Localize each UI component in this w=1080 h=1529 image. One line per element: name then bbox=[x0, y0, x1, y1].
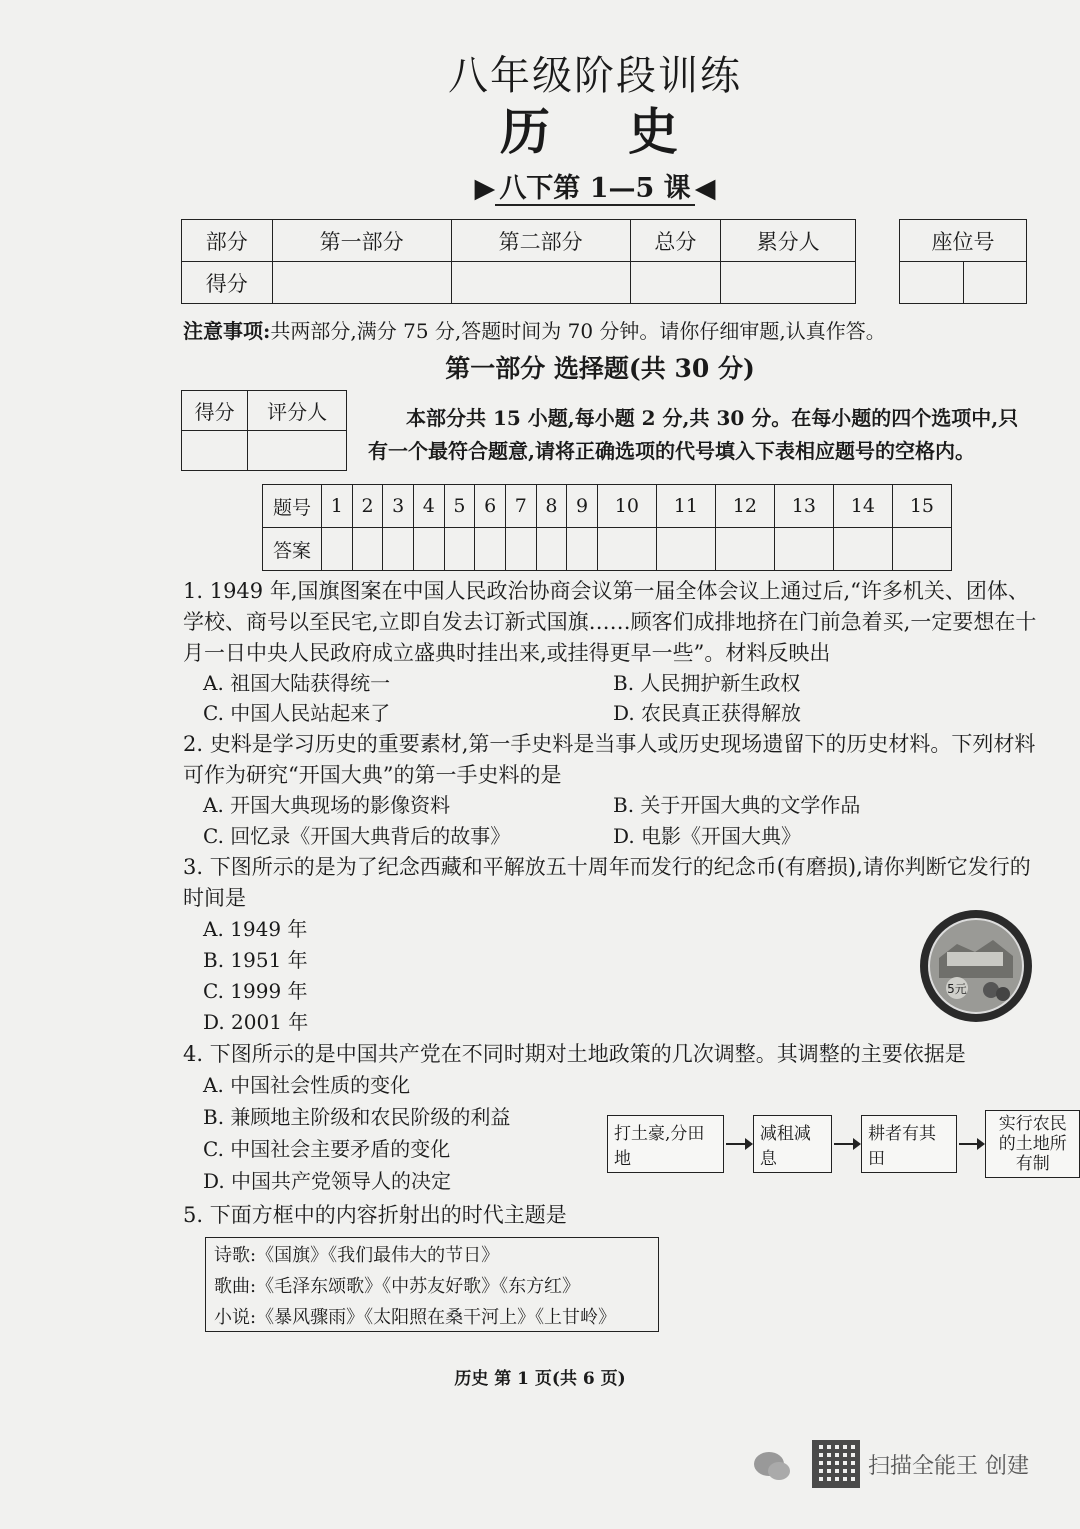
answer-table-qnum: 2 bbox=[352, 485, 383, 528]
q4-option-c[interactable]: C. 中国社会主要矛盾的变化 bbox=[203, 1137, 451, 1161]
answer-cell-7[interactable] bbox=[505, 528, 536, 571]
question-4-stem: 4. 下图所示的是中国共产党在不同时期对土地政策的几次调整。其调整的主要依据是 bbox=[183, 1042, 966, 1066]
page-footer: 历史 第 1 页(共 6 页) bbox=[454, 1369, 626, 1389]
scanner-watermark bbox=[754, 1440, 1029, 1488]
answer-table-qnum: 10 bbox=[597, 485, 656, 528]
answer-table-qnum: 13 bbox=[774, 485, 833, 528]
lit-line-novels: 小说:《暴风骤雨》《太阳照在桑干河上》《上甘岭》 bbox=[214, 1307, 617, 1328]
answer-cell-4[interactable] bbox=[413, 528, 444, 571]
answer-cell-1[interactable] bbox=[322, 528, 353, 571]
seat-label: 座位号 bbox=[900, 220, 1027, 262]
grader-score-cell[interactable] bbox=[182, 431, 248, 471]
grader-score-label: 得分 bbox=[182, 391, 248, 431]
answer-table-qnum: 11 bbox=[656, 485, 715, 528]
answer-table-qnum: 3 bbox=[383, 485, 414, 528]
score-header-part: 部分 bbox=[182, 220, 273, 262]
literature-box bbox=[205, 1237, 659, 1332]
q1-option-d[interactable]: D. 农民真正获得解放 bbox=[613, 701, 802, 725]
score-cell[interactable] bbox=[721, 262, 856, 304]
answer-table-qnum: 1 bbox=[322, 485, 353, 528]
notice-label: 注意事项: bbox=[183, 319, 271, 343]
lesson-range: ▶ 八下第 1—5 课 ◀ bbox=[474, 173, 716, 204]
score-header-part1: 第一部分 bbox=[272, 220, 451, 262]
score-row-label: 得分 bbox=[182, 262, 273, 304]
answer-table-qnum: 9 bbox=[567, 485, 598, 528]
answer-cell-2[interactable] bbox=[352, 528, 383, 571]
answer-cell-8[interactable] bbox=[536, 528, 567, 571]
score-cell[interactable] bbox=[272, 262, 451, 304]
q4-option-d[interactable]: D. 中国共产党领导人的决定 bbox=[203, 1169, 452, 1193]
question-5-stem: 5. 下面方框中的内容折射出的时代主题是 bbox=[183, 1203, 567, 1227]
subject-title: 历史 bbox=[500, 102, 756, 161]
answer-table-qnum: 5 bbox=[444, 485, 475, 528]
score-header-part2: 第二部分 bbox=[451, 220, 630, 262]
wechat-icon bbox=[754, 1452, 784, 1476]
q1-option-c[interactable]: C. 中国人民站起来了 bbox=[203, 701, 391, 725]
answer-cell-15[interactable] bbox=[892, 528, 951, 571]
answer-cell-6[interactable] bbox=[475, 528, 506, 571]
flow-step-2: 减租减息 bbox=[753, 1115, 832, 1173]
q2-option-a[interactable]: A. 开国大典现场的影像资料 bbox=[203, 793, 451, 817]
answer-table-qnum: 6 bbox=[475, 485, 506, 528]
flow-step-3: 耕者有其田 bbox=[861, 1115, 957, 1173]
answer-table-qnum: 15 bbox=[892, 485, 951, 528]
answer-cell-5[interactable] bbox=[444, 528, 475, 571]
grader-name-cell[interactable] bbox=[248, 431, 347, 471]
q3-option-d[interactable]: D. 2001 年 bbox=[203, 1010, 309, 1034]
answer-cell-3[interactable] bbox=[383, 528, 414, 571]
part1-instructions: 本部分共 15 小题,每小题 2 分,共 30 分。在每小题的四个选项中,只有一个最符合题意,请将正确选项的代号填入下表相应题号的空格内。 bbox=[368, 406, 1019, 463]
answer-table-qnum: 14 bbox=[833, 485, 892, 528]
flow-step-4: 实行农民的土地所有制 bbox=[985, 1110, 1080, 1178]
answer-table-qnum: 4 bbox=[413, 485, 444, 528]
seat-cell[interactable] bbox=[963, 262, 1027, 304]
q2-option-d[interactable]: D. 电影《开国大典》 bbox=[613, 824, 802, 848]
lit-line-poetry: 诗歌:《国旗》《我们最伟大的节日》 bbox=[214, 1245, 500, 1266]
score-header-total: 总分 bbox=[630, 220, 721, 262]
score-header-accumulator: 累分人 bbox=[721, 220, 856, 262]
question-1-stem: 1. 1949 年,国旗图案在中国人民政治协商会议第一届全体会议上通过后,“许多机关、团体、学校、商号以至民宅,立即自发去订新式国旗……顾客们成排地挤在门前急着买,一定要想在十月一日中央人民政府成立盛典时挂出来,或挂得更早一些”。材料反映出 bbox=[183, 579, 1037, 665]
lit-line-songs: 歌曲:《毛泽东颂歌》《中苏友好歌》《东方红》 bbox=[214, 1276, 581, 1297]
flow-arrow-icon bbox=[959, 1143, 984, 1145]
q1-option-b[interactable]: B. 人民拥护新生政权 bbox=[613, 671, 801, 695]
answer-table-qnum: 8 bbox=[536, 485, 567, 528]
land-policy-flowchart bbox=[607, 1110, 1080, 1178]
q2-option-b[interactable]: B. 关于开国大典的文学作品 bbox=[613, 793, 861, 817]
seat-table bbox=[899, 219, 1027, 304]
question-3-stem: 3. 下图所示的是为了纪念西藏和平解放五十周年而发行的纪念币(有磨损),请你判断它发行的时间是 bbox=[183, 855, 1031, 910]
q3-option-a[interactable]: A. 1949 年 bbox=[203, 917, 308, 941]
answer-cell-12[interactable] bbox=[715, 528, 774, 571]
answer-cell-9[interactable] bbox=[567, 528, 598, 571]
seat-cell[interactable] bbox=[900, 262, 964, 304]
lesson-range-text: 八下第 1—5 课 bbox=[495, 173, 694, 206]
answer-table-qnum: 7 bbox=[505, 485, 536, 528]
q2-option-c[interactable]: C. 回忆录《开国大典背后的故事》 bbox=[203, 824, 511, 848]
q3-option-b[interactable]: B. 1951 年 bbox=[203, 948, 308, 972]
notice bbox=[183, 315, 886, 344]
answer-table-answer-label: 答案 bbox=[263, 528, 322, 571]
score-cell[interactable] bbox=[630, 262, 721, 304]
part1-title: 第一部分 选择题(共 30 分) bbox=[445, 354, 755, 383]
score-table bbox=[181, 219, 856, 304]
watermark-text: 扫描全能王 创建 bbox=[868, 1453, 1029, 1479]
exam-title: 八年级阶段训练 bbox=[448, 53, 742, 99]
answer-table-qnum: 12 bbox=[715, 485, 774, 528]
score-cell[interactable] bbox=[451, 262, 630, 304]
q3-option-c[interactable]: C. 1999 年 bbox=[203, 979, 308, 1003]
answer-cell-11[interactable] bbox=[656, 528, 715, 571]
q4-option-b[interactable]: B. 兼顾地主阶级和农民阶级的利益 bbox=[203, 1105, 511, 1129]
answer-table bbox=[262, 484, 952, 571]
flow-arrow-icon bbox=[834, 1143, 859, 1145]
q4-option-a[interactable]: A. 中国社会性质的变化 bbox=[203, 1073, 411, 1097]
commemorative-coin-image bbox=[905, 908, 1047, 1025]
grader-name-label: 评分人 bbox=[248, 391, 347, 431]
flow-arrow-icon bbox=[726, 1143, 751, 1145]
answer-cell-13[interactable] bbox=[774, 528, 833, 571]
answer-cell-14[interactable] bbox=[833, 528, 892, 571]
answer-table-qnum-label: 题号 bbox=[263, 485, 322, 528]
notice-text: 共两部分,满分 75 分,答题时间为 70 分钟。请你仔细审题,认真作答。 bbox=[270, 319, 886, 343]
flow-step-1: 打土豪,分田地 bbox=[607, 1115, 724, 1173]
grader-table bbox=[181, 390, 347, 471]
coin-denomination: 5元 bbox=[947, 982, 967, 996]
question-2-stem: 2. 史料是学习历史的重要素材,第一手史料是当事人或历史现场遗留下的历史材料。下列材料可作为研究“开国大典”的第一手史料的是 bbox=[183, 732, 1036, 787]
answer-cell-10[interactable] bbox=[597, 528, 656, 571]
q1-option-a[interactable]: A. 祖国大陆获得统一 bbox=[203, 671, 391, 695]
qr-code-icon bbox=[812, 1440, 860, 1488]
